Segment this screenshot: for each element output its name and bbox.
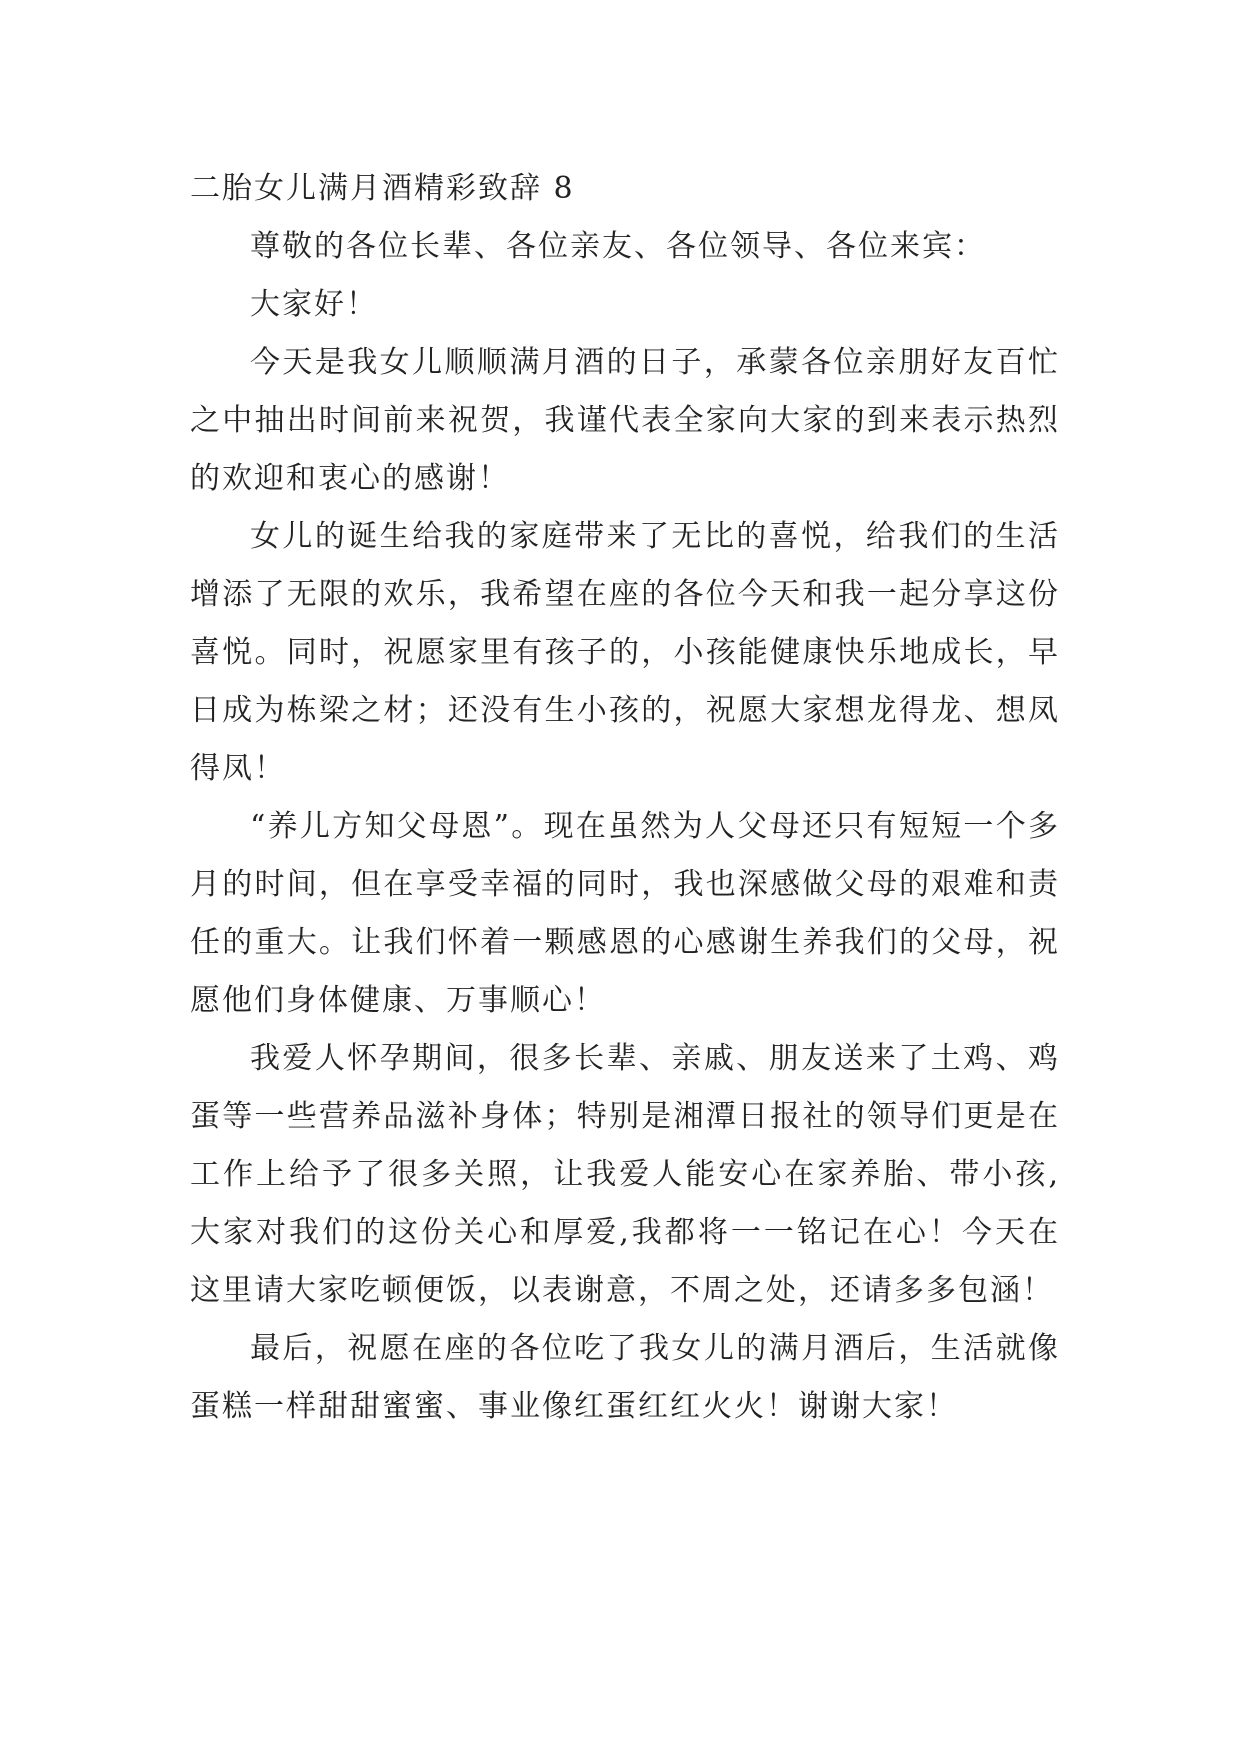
greeting-salutation: 尊敬的各位长辈、各位亲友、各位领导、各位来宾： (250, 229, 986, 264)
paragraph-closing: 最后，祝愿在座的各位吃了我女儿的满月酒后，生活就像蛋糕一样甜甜蜜蜜、事业像红蛋红红火火！谢谢大家！ (190, 1331, 1060, 1424)
greeting-hello: 大家好！ (250, 287, 378, 322)
paragraph-thanks-support: 我爱人怀孕期间，很多长辈、亲戚、朋友送来了土鸡、鸡蛋等一些营养品滋补身体；特别是湘潭日报社的领导们更是在工作上给予了很多关照，让我爱人能安心在家养胎、带小孩,大家对我们的这份关心和厚爱,我都将一一铭记在心！今天在这里请大家吃顿便饭，以表谢意，不周之处，还请多多包涵！ (190, 1041, 1060, 1308)
document-body (190, 160, 1060, 1436)
paragraph-parents-gratitude: “养儿方知父母恩”。现在虽然为人父母还只有短短一个多月的时间，但在享受幸福的同时，我也深感做父母的艰难和责任的重大。让我们怀着一颗感恩的心感谢生养我们的父母，祝愿他们身体健康、万事顺心！ (190, 809, 1060, 1018)
paragraph-daughter-birth: 女儿的诞生给我的家庭带来了无比的喜悦，给我们的生活增添了无限的欢乐，我希望在座的各位今天和我一起分享这份喜悦。同时，祝愿家里有孩子的，小孩能健康快乐地成长，早日成为栋梁之材；还没有生小孩的，祝愿大家想龙得龙、想凤得凤！ (190, 519, 1060, 786)
document-title: 二胎女儿满月酒精彩致辞 8 (190, 171, 575, 206)
paragraph-welcome: 今天是我女儿顺顺满月酒的日子，承蒙各位亲朋好友百忙之中抽出时间前来祝贺，我谨代表全家向大家的到来表示热烈的欢迎和衷心的感谢！ (190, 345, 1060, 496)
